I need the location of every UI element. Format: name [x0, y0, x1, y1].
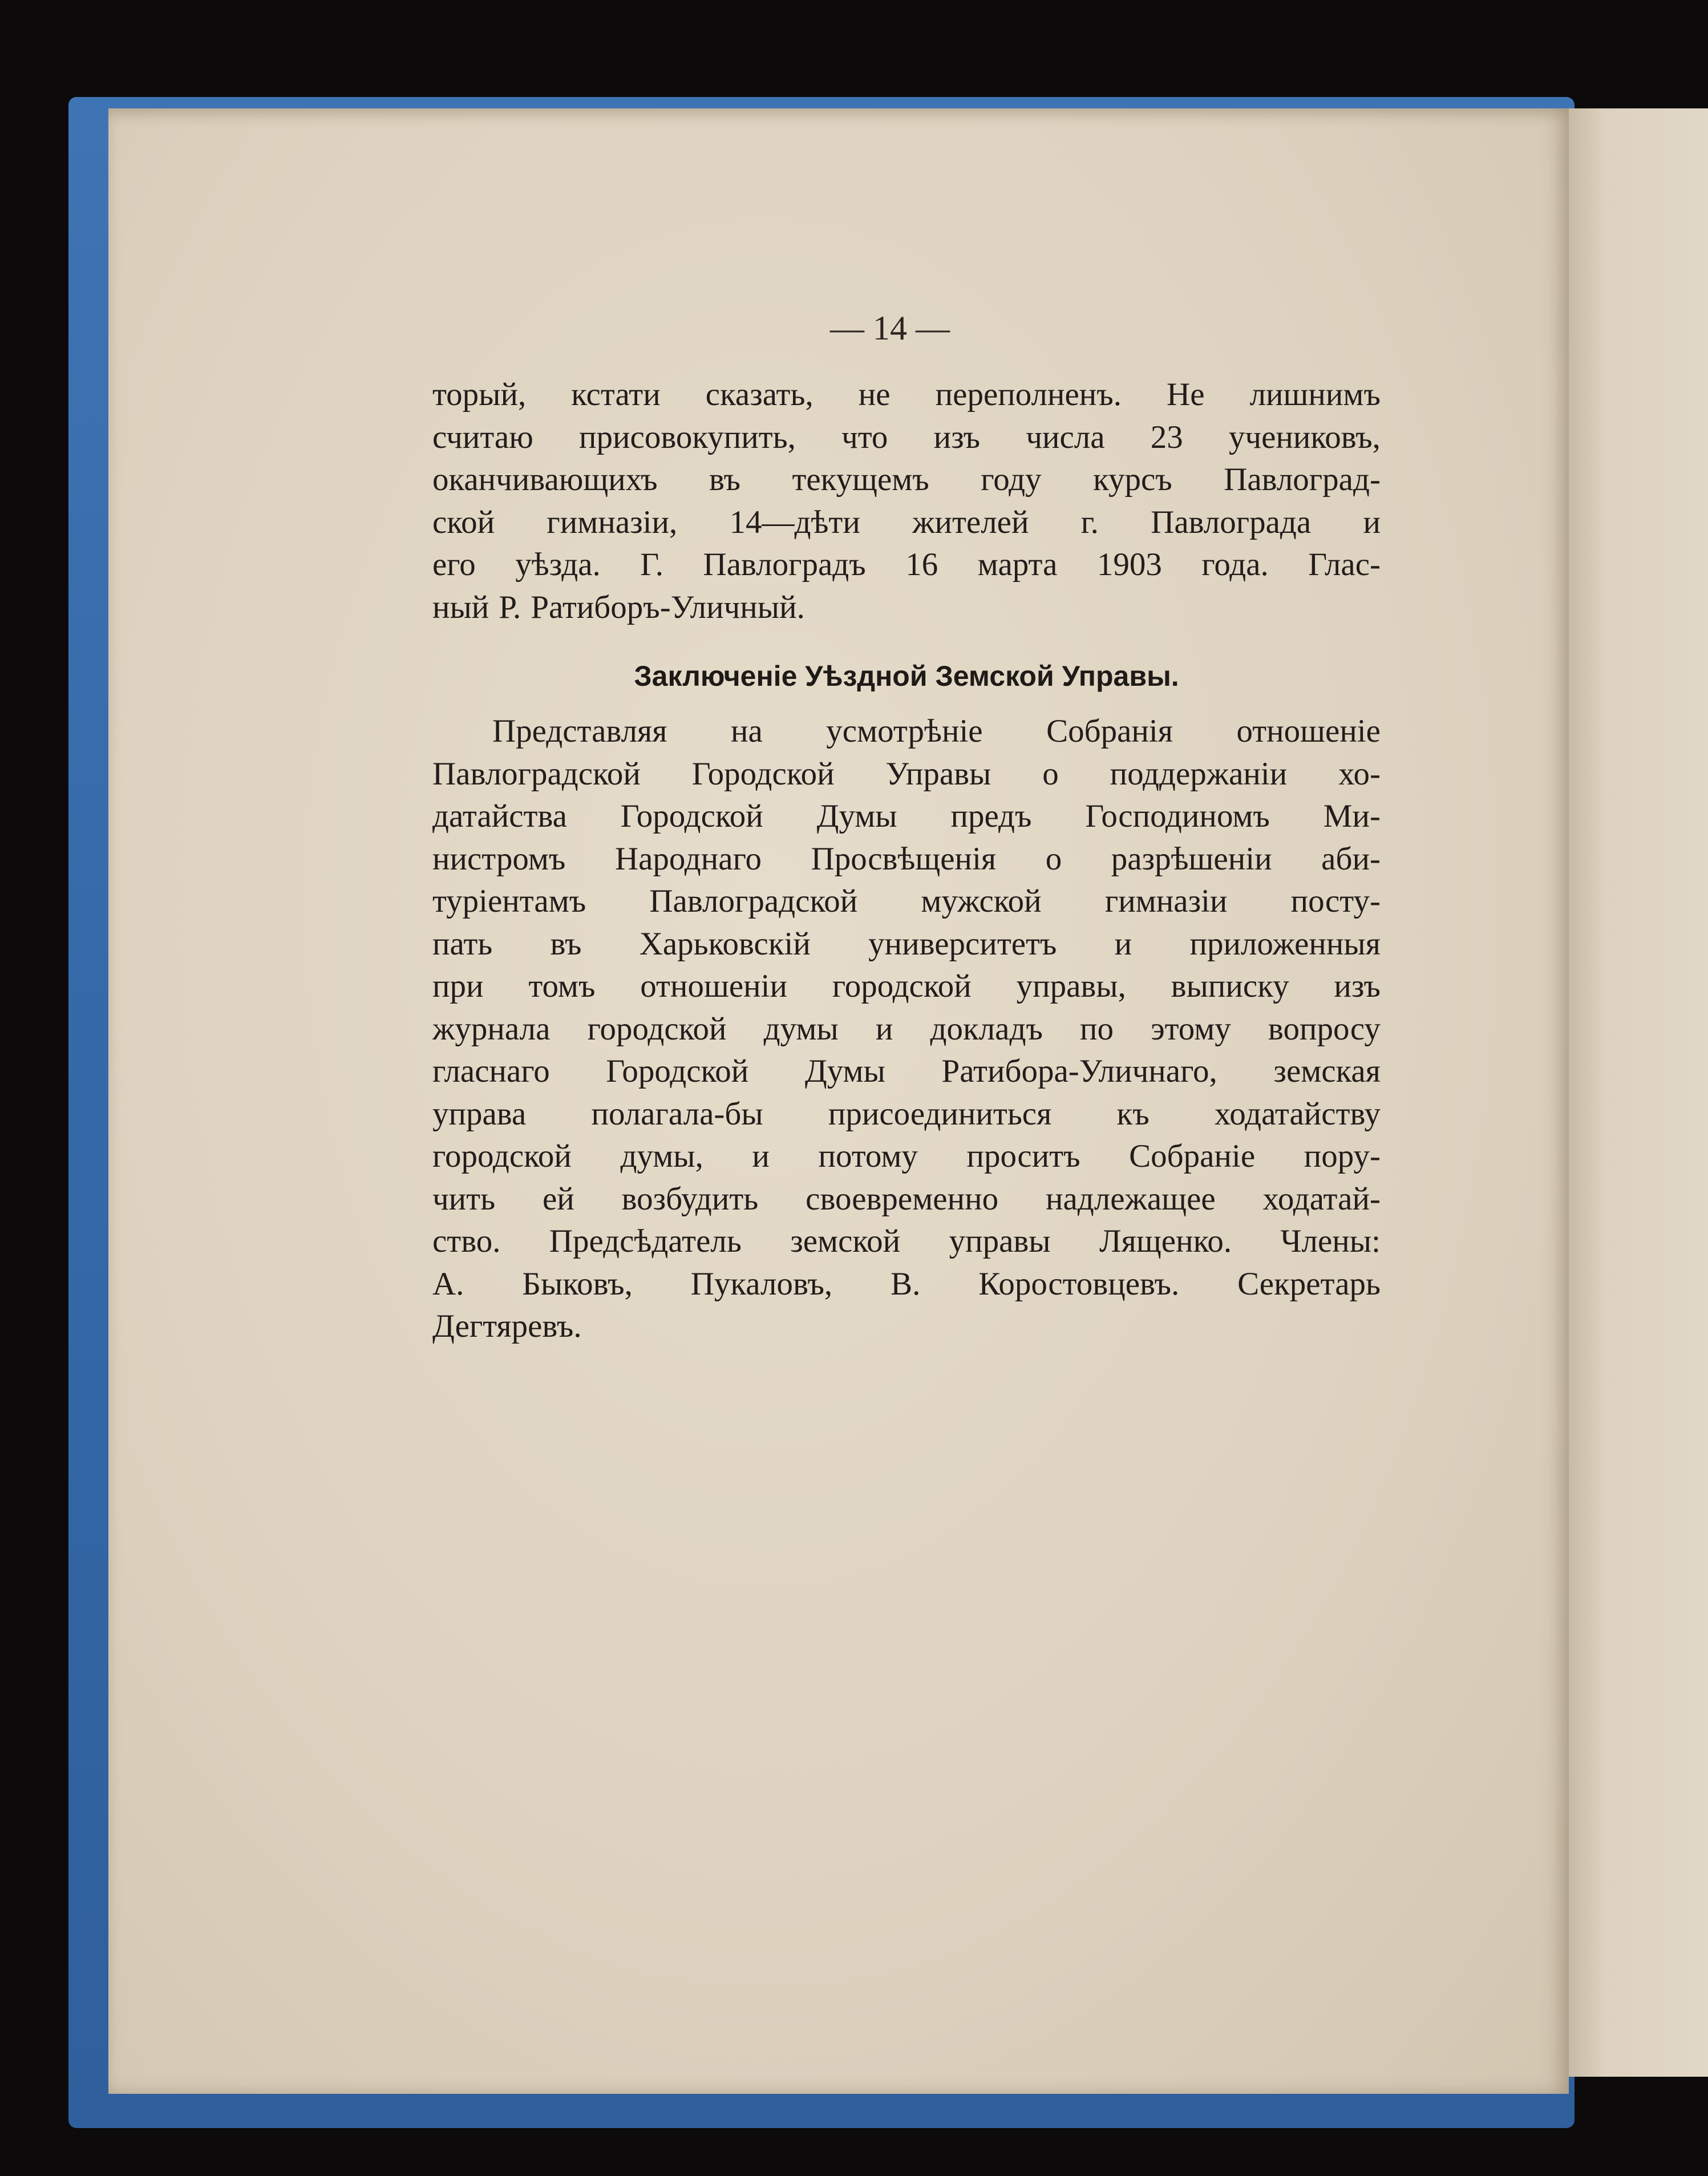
- text-line: при томъ отношеніи городской управы, выписку изъ: [432, 968, 1381, 1004]
- text-line: туріентамъ Павлоградской мужской гимназіи посту-: [432, 883, 1381, 919]
- section-heading: Заключеніе Уѣздной Земской Управы.: [634, 660, 1179, 692]
- text-line: городской думы, и потому проситъ Собраніе пору-: [432, 1138, 1381, 1174]
- text-line: оканчивающихъ въ текущемъ году курсъ Павлоград-: [432, 462, 1381, 498]
- text-line: его уѣзда. Г. Павлоградъ 16 марта 1903 года. Глас-: [432, 547, 1381, 583]
- text-line: управа полагала-бы присоединиться къ ходатайству: [432, 1095, 1381, 1132]
- text-line: Представляя на усмотрѣніе Собранія отношеніе: [492, 713, 1381, 749]
- text-line: нистромъ Народнаго Просвѣщенія о разрѣшеніи аби-: [432, 840, 1381, 877]
- text-line: ный Р. Ратиборъ-Уличный.: [432, 589, 805, 625]
- text-line: Павлоградской Городской Управы о поддержаніи хо-: [432, 755, 1381, 792]
- adjacent-page-edge: [1563, 108, 1708, 2077]
- text-line: торый, кстати сказать, не переполненъ. Не лишнимъ: [432, 377, 1381, 412]
- paragraph-1: [432, 374, 1381, 629]
- text-line: гласнаго Городской Думы Ратибора-Уличнаго, земская: [432, 1053, 1381, 1089]
- text-line: чить ей возбудить своевременно надлежащее ходатай-: [432, 1180, 1381, 1217]
- paragraph-2: [432, 710, 1381, 1348]
- text-line: ство. Предсѣдатель земской управы Лященко. Члены:: [432, 1223, 1381, 1259]
- text-line: считаю присовокупить, что изъ числа 23 учениковъ,: [432, 419, 1381, 455]
- text-line: ской гимназіи, 14—дѣти жителей г. Павлограда и: [432, 504, 1381, 540]
- text-line: датайства Городской Думы предъ Господиномъ Ми-: [432, 798, 1381, 834]
- text-line: журнала городской думы и докладъ по этому вопросу: [432, 1010, 1381, 1047]
- page-number: — 14 —: [830, 309, 950, 347]
- text-line: Дегтяревъ.: [432, 1308, 582, 1344]
- text-line: А. Быковъ, Пукаловъ, В. Коростовцевъ. Секретарь: [432, 1265, 1381, 1302]
- text-line: пать въ Харьковскій университетъ и приложенныя: [432, 925, 1381, 962]
